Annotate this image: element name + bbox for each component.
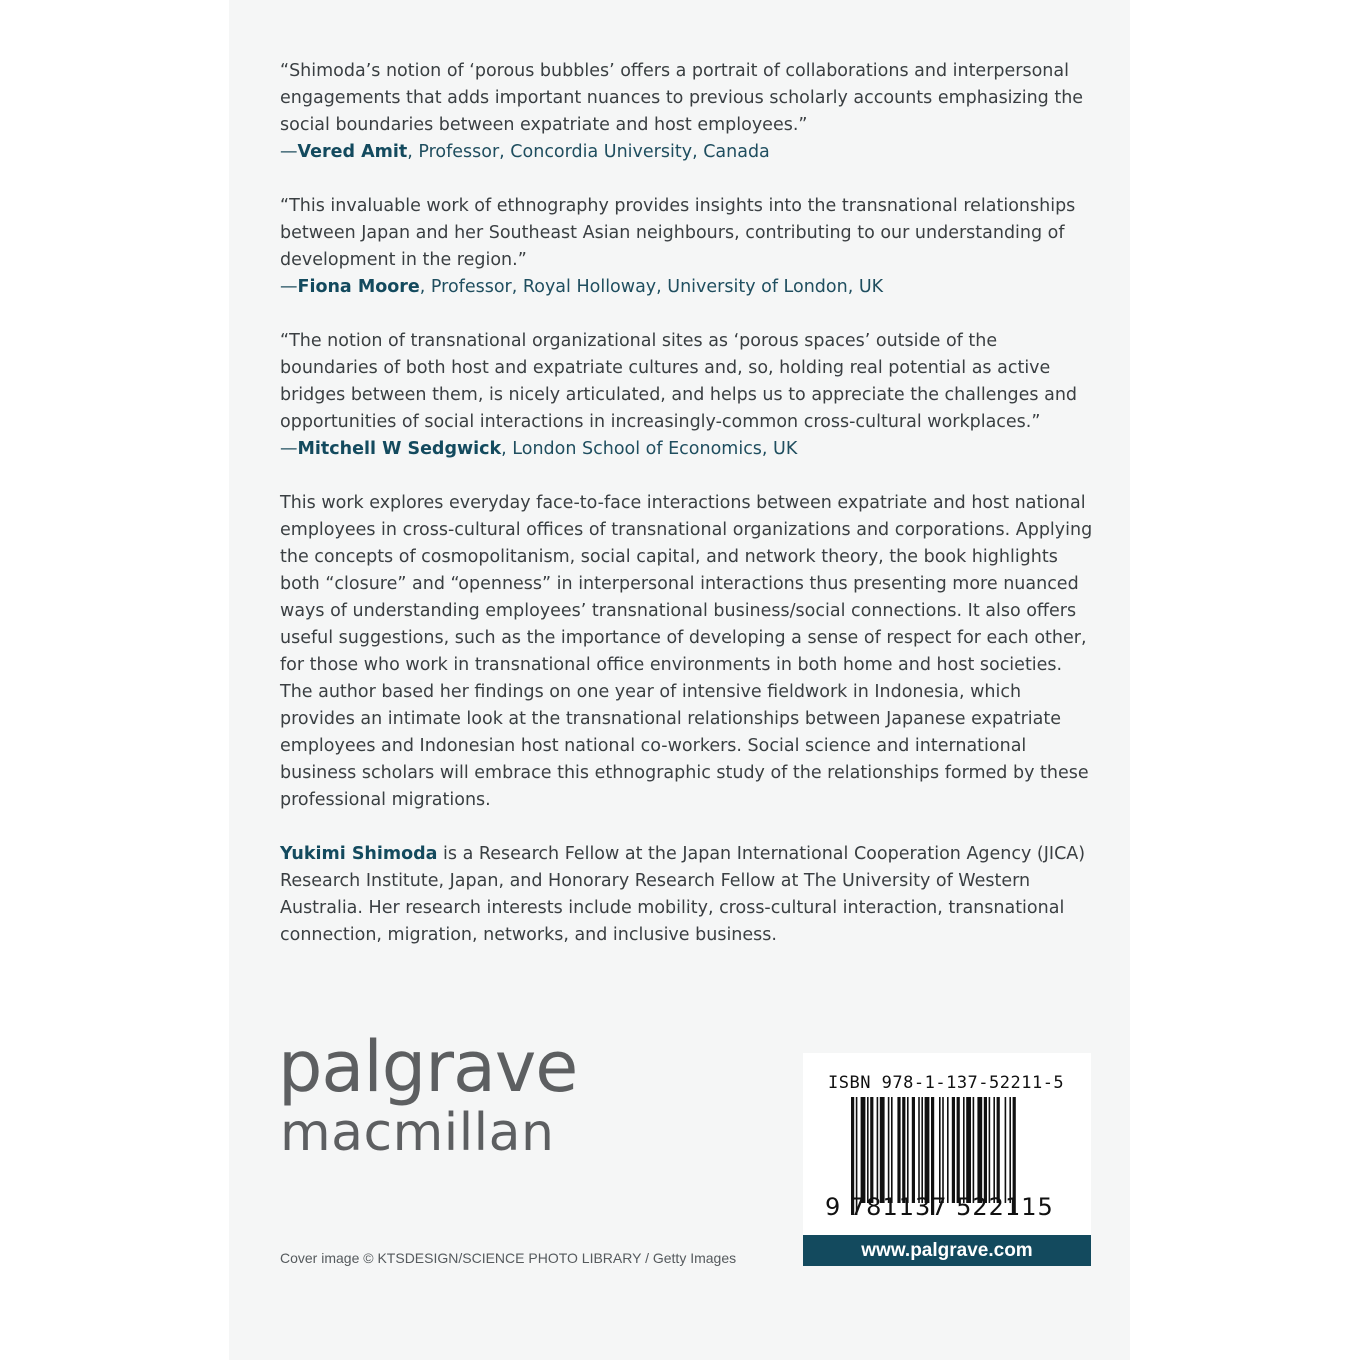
endorsement-3 — [280, 328, 1095, 463]
back-cover-text — [280, 58, 1095, 976]
barcode-bar — [880, 1097, 885, 1203]
publisher-logo-line2: macmillan — [280, 1103, 555, 1163]
endorser-affiliation: , Professor, Concordia University, Canada — [407, 142, 770, 162]
endorser-affiliation: , Professor, Royal Holloway, University of London, UK — [419, 277, 884, 297]
barcode-bar — [888, 1097, 890, 1203]
barcode-bar — [942, 1097, 944, 1203]
barcode-bar — [918, 1097, 920, 1203]
barcode-bar — [921, 1097, 923, 1203]
isbn-label: ISBN 978-1-137-52211-5 — [828, 1073, 1065, 1093]
barcode-bar — [984, 1097, 987, 1203]
barcode-bar — [947, 1097, 949, 1203]
attribution-dash: — — [280, 142, 298, 162]
barcode-bar — [891, 1097, 893, 1203]
barcode-bar — [861, 1097, 866, 1203]
barcode-bar — [870, 1097, 873, 1203]
endorsement-quote: “Shimoda’s notion of ‘porous bubbles’ offers a portrait of collaborations and interpersonal engagements that adds important nuances to previous scholarly accounts emphasizing the social boundaries between expatriate and host employees.” — [280, 61, 1084, 135]
endorser-name: Fiona Moore — [297, 277, 420, 297]
barcode-digits: 9 781137 522115 — [825, 1193, 1054, 1221]
endorsement-quote: “This invaluable work of ethnography provides insights into the transnational relationships between Japan and her Southeast Asian neighbours, contributing to our understanding of development in the region.” — [280, 196, 1076, 270]
book-description: This work explores everyday face-to-face interactions between expatriate and host national employees in cross-cultural offices of transnational organizations and corporations. Applying the concepts of cosmopolitanism, social capital, and network theory, the book highlights both “closure” and “openness” in interpersonal interactions thus presenting more nuanced ways of understanding employees’ transnational business/social connections. It also offers useful suggestions, such as the importance of developing a sense of respect for each other, for those who work in transnational office environments in both home and host societies. The author based her findings on one year of intensive fieldwork in Indonesia, which provides an intimate look at the transnational relationships between Japanese expatriate employees and Indonesian host national co-workers. Social science and international business scholars will embrace this ethnographic study of the relationships formed by these professional migrations. — [280, 493, 1093, 810]
attribution-dash: — — [280, 277, 298, 297]
barcode-bar — [977, 1097, 982, 1203]
barcode-panel — [803, 1053, 1091, 1235]
endorser-name: Vered Amit — [297, 142, 408, 162]
barcode-bar — [989, 1097, 991, 1203]
publisher-website[interactable]: www.palgrave.com — [803, 1235, 1091, 1266]
cover-image-credit: Cover image © KTSDESIGN/SCIENCE PHOTO LIBRARY / Getty Images — [280, 1250, 737, 1266]
barcode-bar — [973, 1097, 975, 1203]
barcode-bar — [907, 1097, 909, 1203]
barcode-bar — [1009, 1097, 1011, 1203]
attribution-dash: — — [280, 439, 298, 459]
endorser-name: Mitchell W Sedgwick — [297, 439, 502, 459]
barcode-bar — [939, 1097, 941, 1203]
barcode-bar — [963, 1097, 965, 1203]
barcode-bar — [877, 1097, 879, 1203]
endorsement-attribution — [280, 274, 1095, 301]
barcode-bar — [957, 1097, 960, 1203]
author-bio — [280, 841, 1095, 949]
publisher-logo-line1: palgrave — [278, 1026, 578, 1108]
barcode-bar — [902, 1097, 905, 1203]
barcode-bar — [925, 1097, 930, 1203]
barcode-bar — [867, 1097, 869, 1203]
barcode-bar — [952, 1097, 955, 1203]
barcode-bar — [966, 1097, 971, 1203]
author-name: Yukimi Shimoda — [280, 844, 438, 864]
barcode-bar — [993, 1097, 995, 1203]
barcode-bar — [1005, 1097, 1007, 1203]
barcode-bar — [997, 1097, 1000, 1203]
author-bio-text: is a Research Fellow at the Japan International Cooperation Agency (JICA) Research Institute, Japan, and Honorary Research Fellow at The University of Western Australia. Her research interests include mobility, cross-cultural interaction, transnational connection, migration, networks, and inclusive business. — [280, 844, 1086, 945]
endorsement-2 — [280, 193, 1095, 301]
endorsement-quote: “The notion of transnational organizational sites as ‘porous spaces’ outside of the boundaries of both host and expatriate cultures and, so, holding real potential as active bridges between them, is nicely articulated, and helps us to appreciate the challenges and opportunities of social interactions in increasingly-common cross-cultural workplaces.” — [280, 331, 1078, 432]
endorsement-attribution — [280, 436, 1095, 463]
endorsement-attribution — [280, 139, 1095, 166]
publisher-logo — [278, 1026, 578, 1163]
endorser-affiliation: , London School of Economics, UK — [501, 439, 798, 459]
barcode-bar — [912, 1097, 915, 1203]
endorsement-1 — [280, 58, 1095, 166]
barcode-bar — [897, 1097, 900, 1203]
